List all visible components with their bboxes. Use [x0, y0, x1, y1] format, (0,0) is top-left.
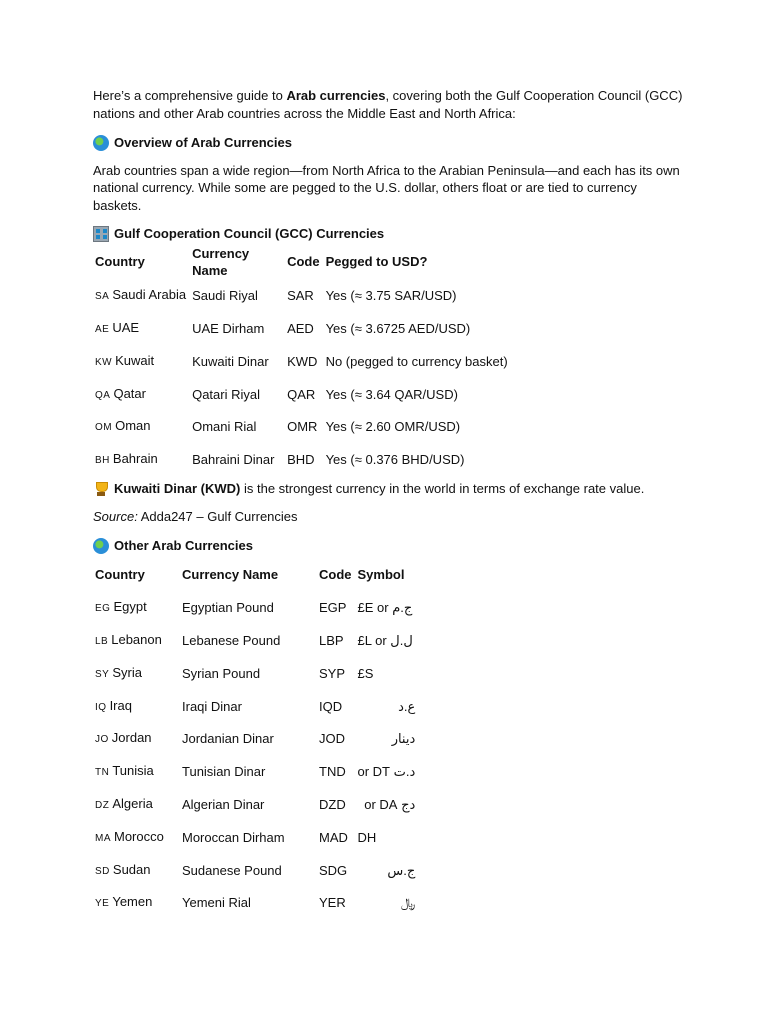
- column-header: Currency Name: [182, 567, 279, 583]
- country-name: Qatar: [113, 385, 146, 401]
- table-header-row: [92, 559, 418, 592]
- currency-cell: Iraqi Dinar: [182, 698, 242, 714]
- currency-cell: Qatari Riyal: [192, 386, 260, 402]
- overview-heading-text: Overview of Arab Currencies: [114, 135, 292, 150]
- table-row: [92, 887, 418, 920]
- country-cell: [92, 756, 179, 789]
- country-name: Algeria: [112, 796, 153, 811]
- country-code-flag: JO: [95, 734, 109, 746]
- country-code-flag: SD: [95, 865, 110, 877]
- country-code-flag: SY: [95, 668, 110, 680]
- intro-text-bold: Arab currencies: [286, 88, 386, 103]
- country-cell: [92, 657, 179, 690]
- intro-text-post: , covering both the Gulf Cooperation Council (GCC) nations and other Arab countries across the Middle East and North Africa:: [93, 88, 683, 121]
- code-cell: LBP: [319, 633, 344, 649]
- peg-cell: Yes (≈ 3.6725 AED/USD): [325, 320, 471, 336]
- code-cell: SDG: [319, 862, 348, 878]
- currency-cell: Saudi Riyal: [192, 288, 258, 304]
- country-cell: [92, 443, 189, 476]
- table-row: [92, 690, 418, 723]
- country-code-flag: OM: [95, 422, 113, 434]
- other-currency-table: [92, 559, 418, 920]
- country-name: Sudan: [112, 861, 151, 877]
- symbol-cell: دينار: [391, 731, 416, 747]
- trophy-icon: [93, 481, 109, 497]
- symbol-cell: ﷼: [400, 895, 416, 911]
- code-cell: MAD: [319, 829, 348, 845]
- country-code-flag: YE: [95, 898, 110, 910]
- column-header: Country: [95, 254, 145, 270]
- country-name: Kuwait: [115, 352, 155, 368]
- peg-cell: Yes (≈ 3.75 SAR/USD): [325, 288, 457, 304]
- country-name: Oman: [115, 418, 151, 434]
- currency-cell: Algerian Dinar: [182, 797, 265, 812]
- table-row: [92, 657, 418, 690]
- globe-icon: [93, 538, 109, 554]
- other-heading: [93, 537, 683, 555]
- currency-cell: Egyptian Pound: [182, 600, 274, 616]
- country-name: UAE: [112, 319, 140, 335]
- code-cell: BHD: [287, 452, 315, 468]
- table-row: [92, 378, 511, 411]
- currency-cell: Syrian Pound: [182, 665, 261, 681]
- table-row: [92, 624, 418, 657]
- table-row: [92, 443, 511, 476]
- country-code-flag: LB: [95, 636, 109, 648]
- code-cell: IQD: [319, 698, 343, 714]
- symbol-cell: DH: [357, 829, 377, 845]
- country-cell: [92, 592, 179, 625]
- symbol-cell: دج or DA: [364, 797, 416, 812]
- table-row: [92, 592, 418, 625]
- country-code-flag: SA: [95, 291, 110, 303]
- currency-cell: Sudanese Pound: [182, 862, 282, 878]
- currency-cell: UAE Dirham: [192, 320, 265, 336]
- symbol-cell: ج.س: [387, 862, 416, 878]
- currency-cell: Jordanian Dinar: [182, 731, 274, 747]
- country-name: Saudi Arabia: [112, 287, 187, 303]
- table-row: [92, 411, 511, 444]
- table-row: [92, 345, 511, 378]
- code-cell: AED: [287, 320, 314, 336]
- country-cell: [92, 821, 179, 854]
- table-header-row: [92, 245, 511, 280]
- country-cell: [92, 312, 189, 345]
- symbol-cell: £L or ل.ل: [357, 633, 413, 649]
- overview-heading: [93, 134, 683, 152]
- country-cell: [92, 280, 189, 313]
- country-cell: [92, 411, 189, 444]
- source-label: Source:: [93, 508, 138, 524]
- country-code-flag: DZ: [95, 800, 110, 811]
- gcc-currency-table: [92, 245, 511, 477]
- country-cell: [92, 887, 179, 920]
- peg-cell: Yes (≈ 0.376 BHD/USD): [325, 452, 465, 468]
- country-name: Iraq: [109, 697, 132, 713]
- country-cell: [92, 788, 179, 821]
- country-name: Lebanon: [111, 632, 162, 648]
- table-row: [92, 312, 511, 345]
- currency-cell: Bahraini Dinar: [192, 452, 275, 468]
- table-row: [92, 280, 511, 313]
- code-cell: SAR: [287, 288, 314, 304]
- country-cell: [92, 345, 189, 378]
- symbol-cell: ع.د: [398, 698, 416, 714]
- currency-cell: Kuwaiti Dinar: [192, 353, 269, 369]
- peg-cell: No (pegged to currency basket): [325, 353, 508, 369]
- globe-icon: [93, 135, 109, 151]
- country-code-flag: KW: [95, 356, 113, 368]
- note-bold: Kuwaiti Dinar (KWD): [114, 481, 241, 497]
- currency-cell: Lebanese Pound: [182, 633, 281, 649]
- currency-cell: Omani Rial: [192, 419, 257, 435]
- code-cell: KWD: [287, 353, 318, 369]
- table-row: [92, 821, 418, 854]
- intro-text-pre: Here’s a comprehensive guide to: [93, 88, 287, 103]
- country-cell: [92, 854, 179, 887]
- currency-cell: Yemeni Rial: [182, 895, 251, 911]
- document-page: [93, 87, 683, 920]
- overview-paragraph: Arab countries span a wide region—from North Africa to the Arabian Peninsula—and each has its own national currency. While some are pegged to the U.S. dollar, others float or are tied to currency baskets.: [93, 162, 680, 213]
- table-row: [92, 854, 418, 887]
- code-cell: TND: [319, 764, 346, 780]
- country-code-flag: BH: [95, 455, 110, 467]
- country-code-flag: QA: [95, 389, 111, 401]
- other-heading-text: Other Arab Currencies: [114, 538, 253, 554]
- strongest-currency-note: [93, 480, 683, 498]
- country-name: Jordan: [111, 730, 152, 746]
- country-name: Bahrain: [112, 451, 158, 467]
- country-code-flag: EG: [95, 603, 111, 615]
- code-cell: EGP: [319, 600, 347, 616]
- note-text: is the strongest currency in the world in terms of exchange rate value.: [240, 481, 645, 497]
- code-cell: SYP: [319, 665, 346, 681]
- gcc-heading: [93, 225, 683, 243]
- country-name: Syria: [112, 664, 142, 680]
- country-code-flag: TN: [95, 767, 110, 779]
- country-cell: [92, 378, 189, 411]
- source-text: Adda247 – Gulf Currencies: [137, 508, 298, 524]
- symbol-cell: £S: [357, 665, 374, 681]
- currency-cell: Moroccan Dirham: [182, 829, 285, 845]
- peg-cell: Yes (≈ 3.64 QAR/USD): [325, 386, 458, 402]
- table-row: [92, 723, 418, 756]
- code-cell: OMR: [287, 419, 318, 435]
- column-header: Symbol: [357, 567, 405, 583]
- country-name: Tunisia: [112, 763, 154, 779]
- country-name: Morocco: [114, 828, 164, 844]
- country-code-flag: AE: [95, 323, 110, 335]
- peg-cell: Yes (≈ 2.60 OMR/USD): [325, 419, 461, 435]
- column-header: Currency Name: [192, 245, 250, 278]
- code-cell: JOD: [319, 731, 345, 747]
- country-name: Egypt: [113, 599, 147, 615]
- country-code-flag: MA: [95, 832, 111, 844]
- table-row: [92, 788, 418, 821]
- currency-cell: Tunisian Dinar: [182, 764, 266, 780]
- symbol-cell: £E or ج.م: [357, 600, 413, 616]
- column-header: Country: [95, 567, 145, 583]
- code-cell: YER: [319, 895, 346, 911]
- column-header: Pegged to USD?: [325, 254, 428, 270]
- table-row: [92, 756, 418, 789]
- gcc-heading-text: Gulf Cooperation Council (GCC) Currencies: [114, 226, 385, 241]
- column-header: Code: [319, 567, 352, 583]
- country-cell: [92, 723, 179, 756]
- country-cell: [92, 624, 179, 657]
- code-cell: QAR: [287, 386, 316, 402]
- code-cell: DZD: [319, 797, 346, 812]
- country-cell: [92, 690, 179, 723]
- symbol-cell: د.ت or DT: [357, 764, 416, 780]
- source-line: [93, 508, 683, 526]
- building-icon: [93, 226, 109, 242]
- intro-paragraph: [93, 87, 683, 122]
- country-name: Yemen: [112, 894, 153, 910]
- column-header: Code: [287, 254, 320, 270]
- country-code-flag: IQ: [95, 701, 107, 713]
